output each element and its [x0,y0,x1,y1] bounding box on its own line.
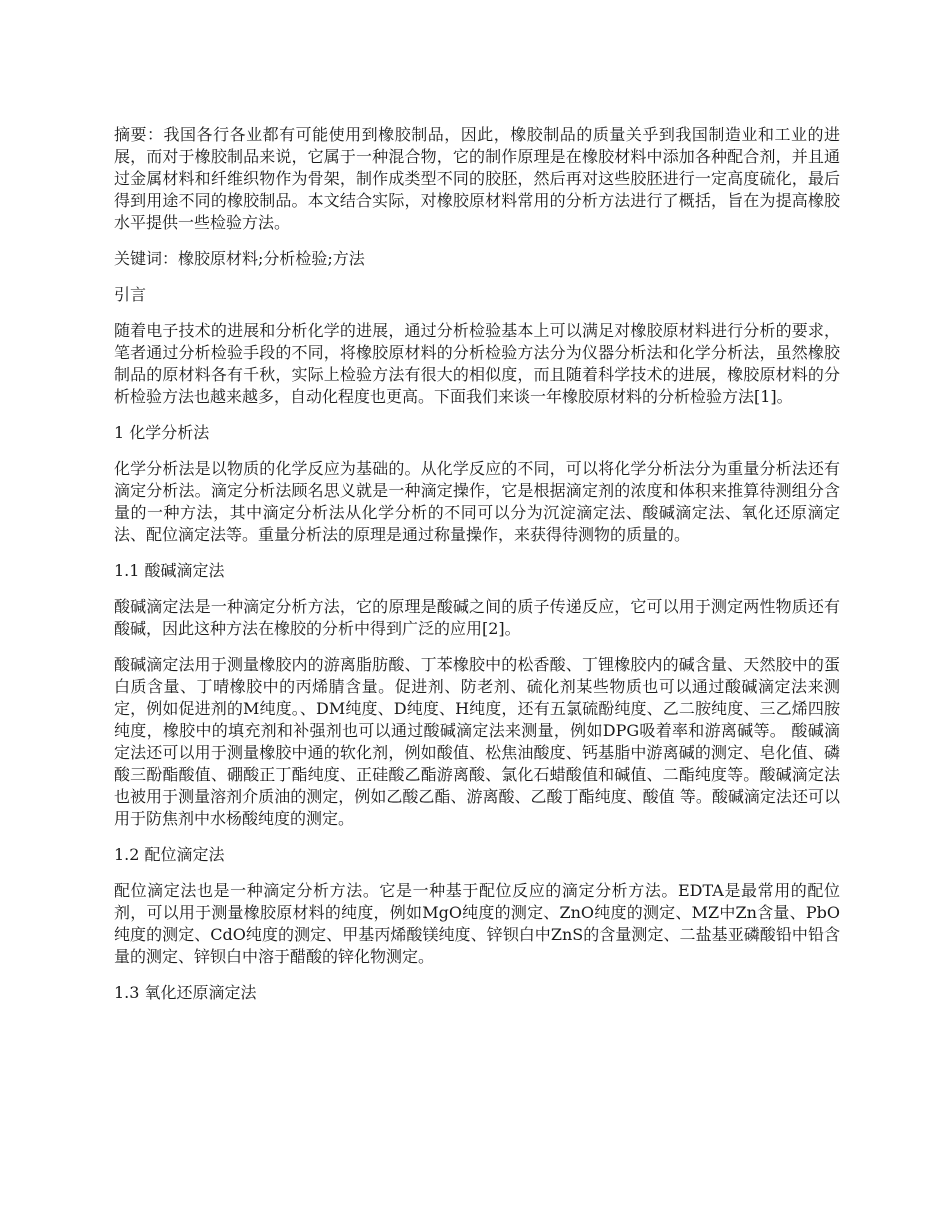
section-1-1-paragraph-2: 酸碱滴定法用于测量橡胶内的游离脂肪酸、丁苯橡胶中的松香酸、丁锂橡胶内的碱含量、天然胶中的蛋白质含量、丁晴橡胶中的丙烯腈含量。促进剂、防老剂、硫化剂某些物质也可以通过酸碱滴定法来测定，例如促进剂的M纯度。、DM纯度、D纯度、H纯度，还有五氯硫酚纯度、乙二胺纯度、三乙烯四胺纯度，橡胶中的填充剂和补强剂也可以通过酸碱滴定法来测量，例如DPG吸着率和游离碱等。 酸碱滴定法还可以用于测量橡胶中通的软化剂，例如酸值、松焦油酸度、钙基脂中游离碱的测定、皂化值、磷酸三酚酯酸值、硼酸正丁酯纯度、正硅酸乙酯游离酸、氯化石蜡酸值和碱值、二酯纯度等。酸碱滴定法也被用于测量溶剂介质油的测定，例如乙酸乙酯、游离酸、乙酸丁酯纯度、酸值 等。酸碱滴定法还可以用于防焦剂中水杨酸纯度的测定。 [114,655,840,828]
abstract-paragraph: 摘要：我国各行各业都有可能使用到橡胶制品，因此，橡胶制品的质量关乎到我国制造业和工业的进展，而对于橡胶制品来说，它属于一种混合物，它的制作原理是在橡胶材料中添加各种配合剂，并且通过金属材料和纤维织物作为骨架，制作成类型不同的胶胚，然后再对这些胶胚进行一定高度硫化，最后得到用途不同的橡胶制品。本文结合实际，对橡胶原材料常用的分析方法进行了概括，旨在为提高橡胶水平提供一些检验方法。 [114,125,840,232]
section-1-3-heading: 1.3 氧化还原滴定法 [114,983,257,1002]
section-1-2-paragraph: 配位滴定法也是一种滴定分析方法。它是一种基于配位反应的滴定分析方法。EDTA是最常用的配位剂，可以用于测量橡胶原材料的纯度，例如MgO纯度的测定、ZnO纯度的测定、MZ中Zn含量、PbO纯度的测定、CdO纯度的测定、甲基丙烯酸镁纯度、锌钡白中ZnS的含量测定、二盐基亚磷酸铅中铅含量的测定、锌钡白中溶于醋酸的锌化物测定。 [114,881,840,966]
keywords-line: 关键词：橡胶原材料;分析检验;方法 [114,249,365,268]
intro-heading: 引言 [114,285,147,304]
section-1-paragraph: 化学分析法是以物质的化学反应为基础的。从化学反应的不同，可以将化学分析法分为重量分析法还有滴定分析法。滴定分析法顾名思义就是一种滴定操作，它是根据滴定剂的浓度和体积来推算待测组分含量的一种方法，其中滴定分析法从化学分析的不同可以分为沉淀滴定法、酸碱滴定法、氧化还原滴定法、配位滴定法等。重量分析法的原理是通过称量操作，来获得待测物的质量的。 [114,459,840,544]
section-1-2-heading: 1.2 配位滴定法 [114,845,225,864]
section-1-1-heading: 1.1 酸碱滴定法 [114,561,225,580]
intro-paragraph: 随着电子技术的进展和分析化学的进展，通过分析检验基本上可以满足对橡胶原材料进行分析的要求，笔者通过分析检验手段的不同，将橡胶原材料的分析检验方法分为仪器分析法和化学分析法，虽然橡胶制品的原材料各有千秋，实际上检验方法有很大的相似度，而且随着科学技术的进展，橡胶原材料的分析检验方法也越来越多，自动化程度也更高。下面我们来谈一年橡胶原材料的分析检验方法[1]。 [114,321,840,406]
section-1-heading: 1 化学分析法 [114,423,210,442]
section-1-1-paragraph-1: 酸碱滴定法是一种滴定分析方法，它的原理是酸碱之间的质子传递反应，它可以用于测定两性物质还有酸碱，因此这种方法在橡胶的分析中得到广泛的应用[2]。 [114,597,840,638]
document-page [114,124,840,1018]
